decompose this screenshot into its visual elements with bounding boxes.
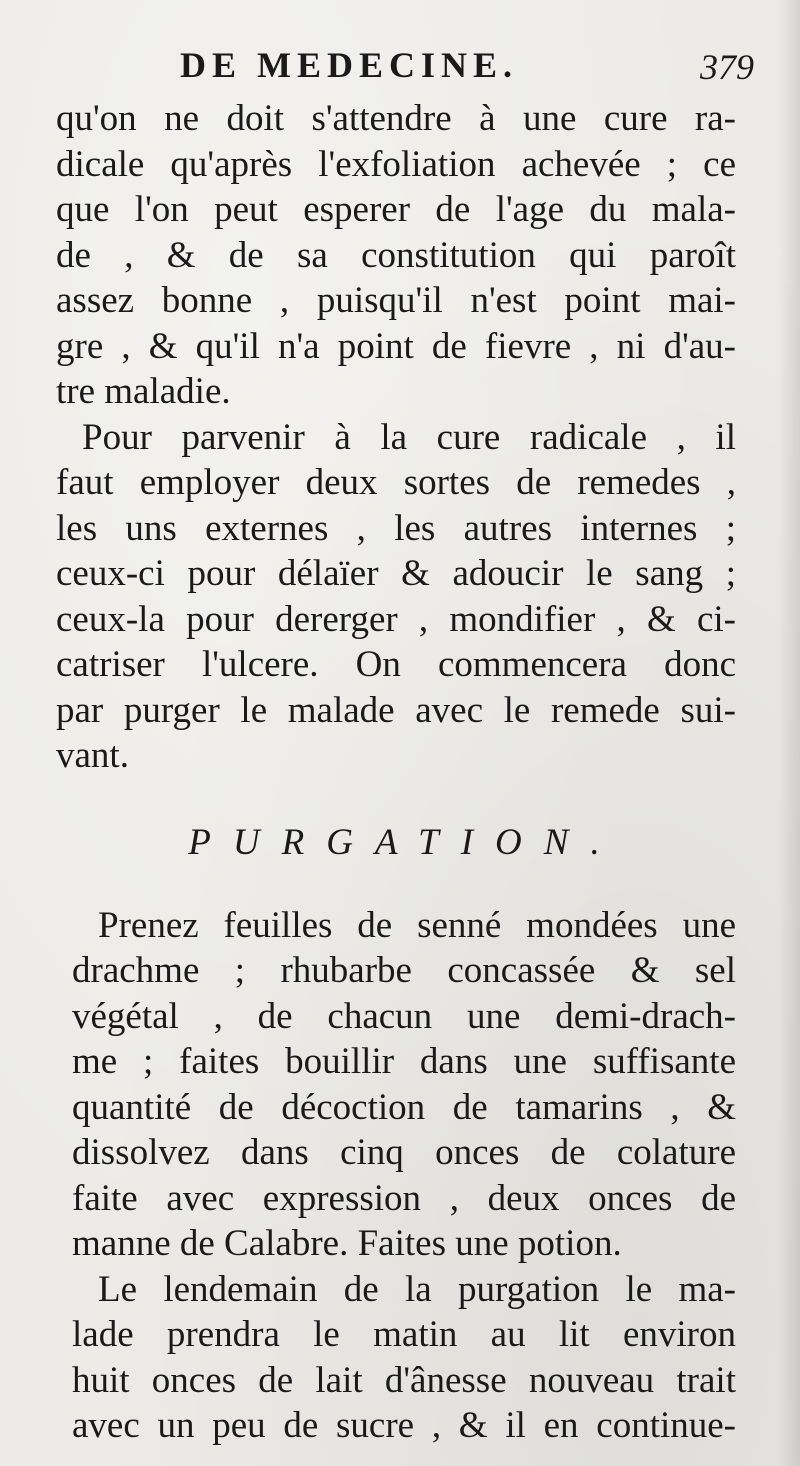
text-line: manne de Calabre. Faites une potion. [72, 1223, 622, 1264]
text-line: dissolvez dans cinq onces de colature [72, 1132, 736, 1173]
text-line: huit onces de lait d'ânesse nouveau trait [72, 1359, 736, 1401]
page-edge-shadow [778, 0, 800, 1466]
text-line: par purger le malade avec le remede sui- [56, 689, 736, 731]
text-line: que l'on peut esperer de l'age du mala- [56, 189, 736, 230]
page-header [180, 44, 780, 94]
text-line: qu'on ne doit s'attendre à une cure ra- [56, 98, 736, 139]
text-line: assez bonne , puisqu'il n'est point mai- [56, 280, 736, 321]
text-line: lade prendra le matin au lit environ [72, 1314, 736, 1355]
text-line: végétal , de chacun une demi-drach- [72, 995, 736, 1037]
body-text [56, 96, 736, 1449]
text-line: catriser l'ulcere. On commencera donc [56, 644, 736, 685]
text-line: quantité de décoction de tamarins , & [72, 1086, 736, 1128]
text-line: dicale qu'après l'exfoliation achevée ; ce [56, 143, 736, 185]
text-line: drachme ; rhubarbe concassée & sel [72, 950, 736, 991]
paragraph-4 [56, 1267, 736, 1449]
text-line: gre , & qu'il n'a point de fievre , ni d'au- [56, 325, 736, 367]
page-number: 379 [700, 47, 754, 87]
text-line: les uns externes , les autres internes ; [56, 507, 736, 549]
text-line: Pour parvenir à la cure radicale , il [82, 416, 736, 458]
running-head: DE MEDECINE. [180, 45, 519, 85]
paragraph-2 [56, 415, 736, 779]
text-line: Prenez feuilles de senné mondées une [98, 904, 736, 946]
text-line: me ; faites bouillir dans une suffisante [72, 1041, 736, 1082]
text-line: ceux-la pour dererger , mondifier , & ci- [56, 598, 736, 640]
text-line: avec un peu de sucre , & il en continue- [72, 1405, 736, 1446]
text-line: tre maladie. [56, 371, 231, 412]
text-line: faut employer deux sortes de remedes , [56, 462, 736, 503]
text-line: faite avec expression , deux onces de [72, 1177, 736, 1219]
text-line: ceux-ci pour délaïer & adoucir le sang ; [56, 553, 736, 594]
text-line: Le lendemain de la purgation le ma- [98, 1268, 736, 1310]
text-line: vant. [56, 735, 129, 776]
section-heading: PURGATION. [188, 821, 622, 863]
paragraph-3 [56, 903, 736, 1267]
text-line: de , & de sa constitution qui paroît [56, 234, 736, 276]
paragraph-1 [56, 96, 736, 415]
